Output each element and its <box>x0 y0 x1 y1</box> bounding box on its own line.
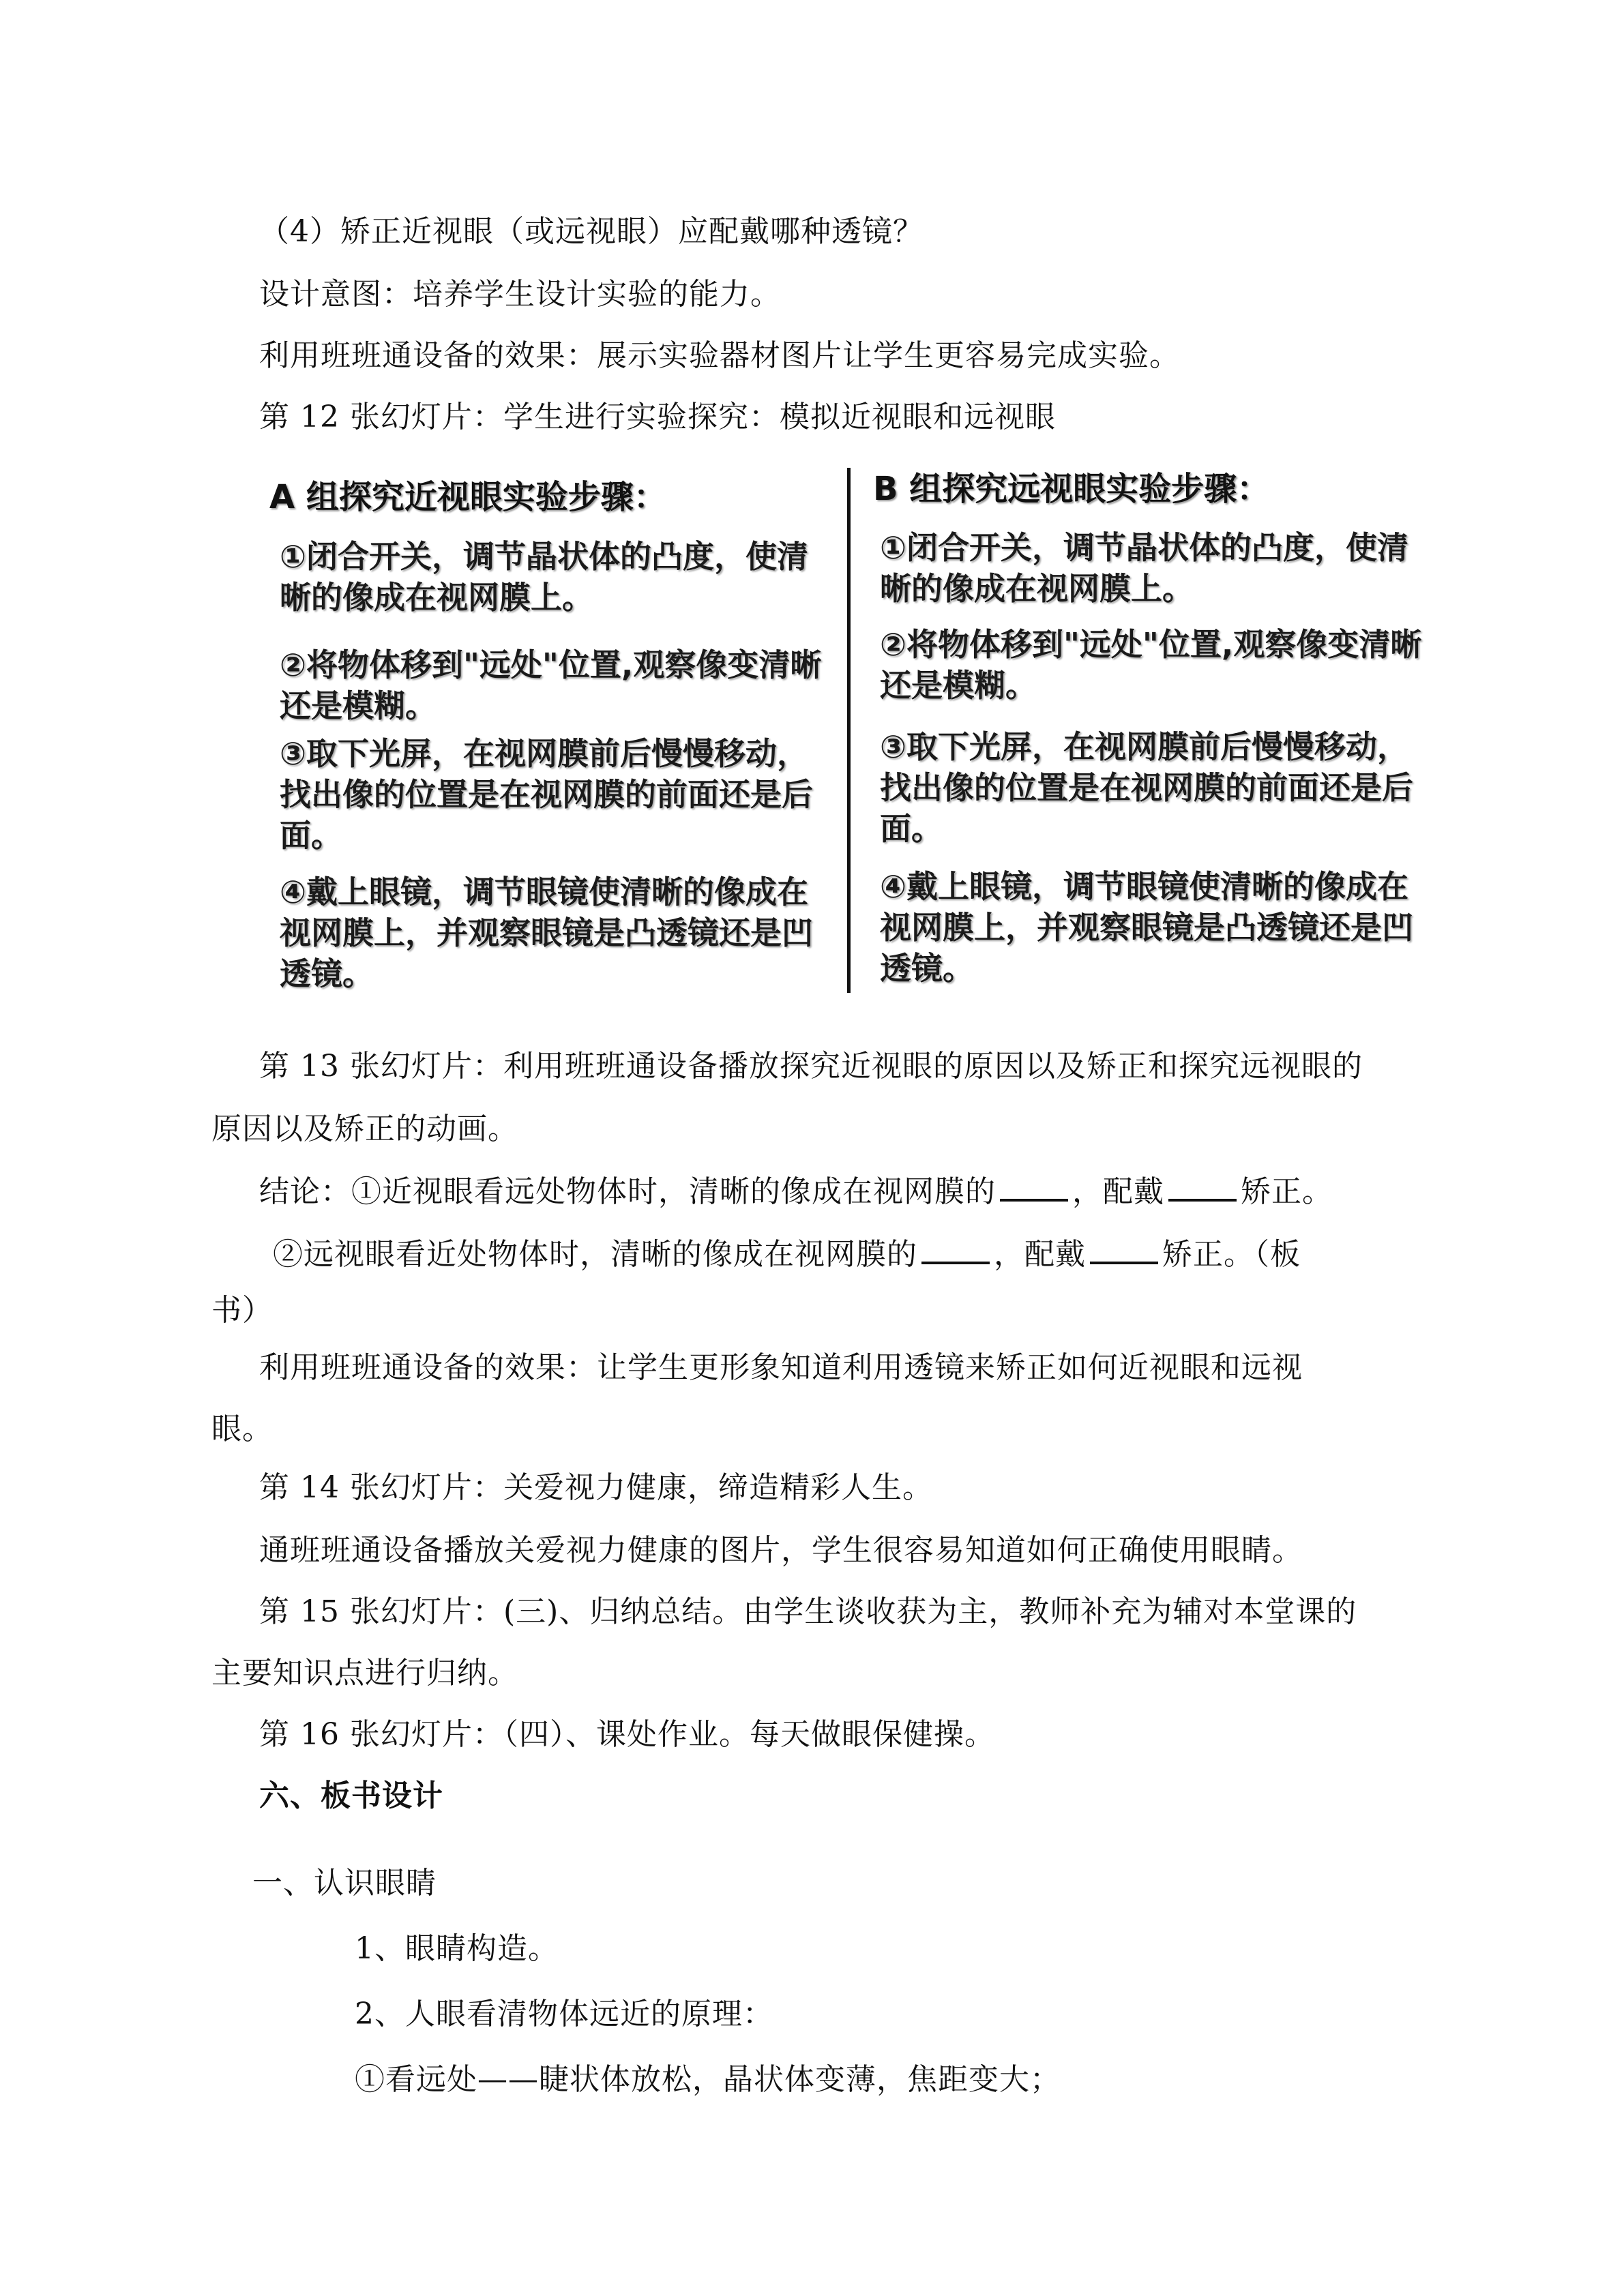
text-effect-2-b: 眼。 <box>211 1412 273 1446</box>
text-tong: 通班班通设备播放关爱视力健康的图片，学生很容易知道如何正确使用眼睛。 <box>259 1533 1303 1568</box>
text-slide-13-b: 原因以及矫正的动画。 <box>211 1112 518 1146</box>
conclusion-1-part-c: 矫正。 <box>1241 1174 1333 1209</box>
text-slide-14: 第 14 张幻灯片：关爱视力健康，缔造精彩人生。 <box>259 1470 933 1505</box>
conclusion-2-part-a: ②远视眼看近处物体时，清晰的像成在视网膜的 <box>273 1237 917 1272</box>
answer-blank[interactable] <box>1168 1172 1237 1202</box>
text-q4: （4）矫正近视眼（或远视眼）应配戴哪种透镜？ <box>259 214 924 249</box>
answer-blank[interactable] <box>921 1234 990 1264</box>
text-slide-15-a: 第 15 张幻灯片：(三)、归纳总结。由学生谈收获为主，教师补充为辅对本堂课的 <box>259 1594 1357 1629</box>
group-b-step-1: ①闭合开关，调节晶状体的凸度，使清晰的像成在视网膜上。 <box>880 529 1408 607</box>
text-slide-16: 第 16 张幻灯片：（四）、课处作业。每天做眼保健操。 <box>259 1717 995 1752</box>
board-item-1: 一、认识眼睛 <box>252 1866 437 1900</box>
conclusion-1-part-a: 结论：①近视眼看远处物体时，清晰的像成在视网膜的 <box>259 1174 996 1209</box>
text-conclusion-2-end: 书） <box>211 1293 273 1328</box>
group-a-step-1: ①闭合开关，调节晶状体的凸度，使清晰的像成在视网膜上。 <box>280 538 808 616</box>
text-slide-12: 第 12 张幻灯片：学生进行实验探究：模拟近视眼和远视眼 <box>259 400 1056 434</box>
group-a-step-4: ④戴上眼镜，调节眼镜使清晰的像成在视网膜上，并观察眼镜是凸透镜还是凹透镜。 <box>280 874 813 992</box>
text-effect-1: 利用班班通设备的效果：展示实验器材图片让学生更容易完成实验。 <box>259 338 1180 373</box>
board-item-2: 1、眼睛构造。 <box>355 1931 559 1966</box>
text-slide-13-a: 第 13 张幻灯片：利用班班通设备播放探究近视眼的原因以及矫正和探究远视眼的 <box>259 1049 1363 1084</box>
text-effect-2-a: 利用班班通设备的效果：让学生更形象知道利用透镜来矫正如何近视眼和远视 <box>259 1350 1303 1385</box>
panel-divider <box>847 468 851 993</box>
conclusion-2-part-c: 矫正。（板 <box>1162 1237 1301 1272</box>
board-item-4: ①看远处——睫状体放松，晶状体变薄，焦距变大； <box>355 2062 1061 2097</box>
text-design-intent: 设计意图：培养学生设计实验的能力。 <box>259 277 781 312</box>
text-slide-15-b: 主要知识点进行归纳。 <box>211 1656 518 1690</box>
text-conclusion-1 <box>259 1172 1333 1207</box>
group-b-step-3: ③取下光屏，在视网膜前后慢慢移动，找出像的位置是在视网膜的前面还是后面。 <box>880 728 1413 847</box>
text-conclusion-2 <box>273 1234 1301 1270</box>
group-a-step-2: ②将物体移到"远处"位置,观察像变清晰还是模糊。 <box>280 646 822 724</box>
answer-blank[interactable] <box>1000 1172 1068 1202</box>
board-item-3: 2、人眼看清物体远近的原理： <box>355 1997 773 2031</box>
conclusion-2-part-b: ，配戴 <box>994 1237 1086 1272</box>
answer-blank[interactable] <box>1090 1234 1158 1264</box>
group-a-title: A 组探究近视眼实验步骤： <box>269 478 666 516</box>
conclusion-1-part-b: ，配戴 <box>1072 1174 1164 1209</box>
group-b-step-2: ②将物体移到"远处"位置,观察像变清晰还是模糊。 <box>880 626 1422 704</box>
section-heading-board-design: 六、板书设计 <box>259 1778 443 1813</box>
group-b-title: B 组探究远视眼实验步骤： <box>873 470 1270 508</box>
group-a-step-3: ③取下光屏，在视网膜前后慢慢移动，找出像的位置是在视网膜的前面还是后面。 <box>280 735 813 854</box>
group-b-step-4: ④戴上眼镜，调节眼镜使清晰的像成在视网膜上，并观察眼镜是凸透镜还是凹透镜。 <box>880 868 1413 987</box>
